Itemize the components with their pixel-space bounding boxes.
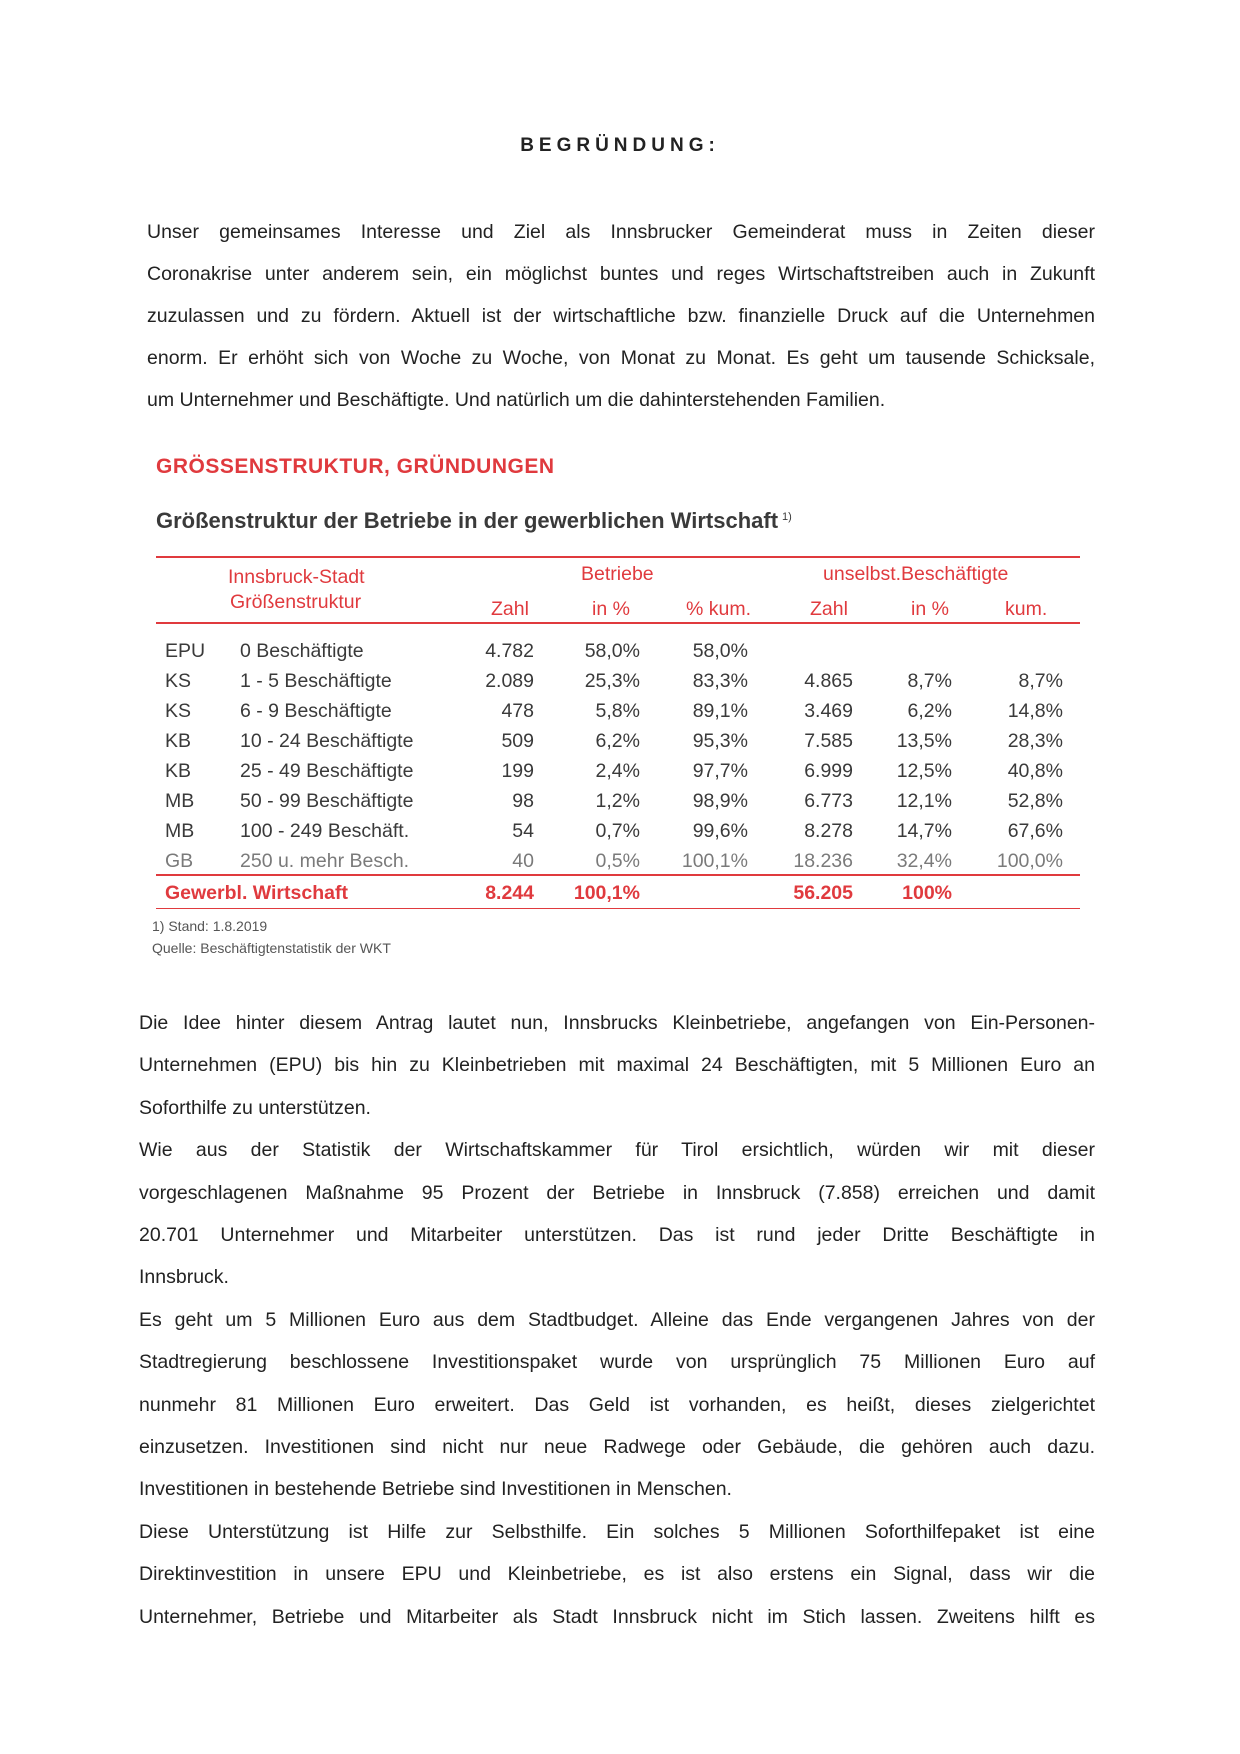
cell-class: MB xyxy=(165,790,195,812)
cell-b-kum: 40,8% xyxy=(1007,760,1063,782)
intro-line: Coronakrise unter anderem sein, ein möglichst buntes und reges Wirtschaftstreiben auch in Zukunft xyxy=(147,263,1095,285)
cell-pct: 0,7% xyxy=(595,820,640,842)
cell-b-zahl: 6.999 xyxy=(804,760,853,782)
footnote-quelle: Quelle: Beschäftigtenstatistik der WKT xyxy=(152,940,391,956)
cell-size: 0 Beschäftigte xyxy=(240,640,364,662)
cell-b-pct: 12,5% xyxy=(896,760,952,782)
cell-pct: 1,2% xyxy=(595,790,640,812)
table-header-rule xyxy=(156,622,1080,624)
table-title-footnote: 1) xyxy=(782,510,792,523)
cell-b-zahl: 3.469 xyxy=(804,700,853,722)
cell-kum: 100,1% xyxy=(681,850,748,872)
cell-kum: 97,7% xyxy=(692,760,748,782)
cell-zahl: 478 xyxy=(501,700,534,722)
total-zahl: 8.244 xyxy=(485,882,534,904)
header-col-in-pct2: in % xyxy=(911,598,949,620)
cell-kum: 58,0% xyxy=(692,640,748,662)
cell-b-pct: 6,2% xyxy=(907,700,952,722)
cell-class: EPU xyxy=(165,640,206,662)
body-line: Diese Unterstützung ist Hilfe zur Selbsthilfe. Ein solches 5 Millionen Soforthilfepaket ist eine xyxy=(139,1520,1095,1543)
cell-size: 6 - 9 Beschäftigte xyxy=(240,700,392,722)
section-title: GRÖSSENSTRUKTUR, GRÜNDUNGEN xyxy=(156,455,555,478)
cell-b-zahl: 7.585 xyxy=(804,730,853,752)
cell-zahl: 2.089 xyxy=(485,670,534,692)
body-line: Investitionen in bestehende Betriebe sind Investitionen in Menschen. xyxy=(139,1478,732,1501)
cell-b-zahl: 4.865 xyxy=(804,670,853,692)
cell-b-kum: 8,7% xyxy=(1018,670,1063,692)
cell-size: 10 - 24 Beschäftigte xyxy=(240,730,414,752)
cell-class: KB xyxy=(165,730,192,752)
body-line: vorgeschlagenen Maßnahme 95 Prozent der Betriebe in Innsbruck (7.858) erreichen und damit xyxy=(139,1181,1095,1204)
intro-line: enorm. Er erhöht sich von Woche zu Woche, von Monat zu Monat. Es geht um tausende Schicksale, xyxy=(147,347,1095,369)
cell-pct: 2,4% xyxy=(595,760,640,782)
table-total-rule xyxy=(156,874,1080,876)
header-col-zahl: Zahl xyxy=(491,598,529,620)
header-col-zahl2: Zahl xyxy=(810,598,848,620)
cell-pct: 0,5% xyxy=(595,850,640,872)
cell-kum: 98,9% xyxy=(692,790,748,812)
total-b-zahl: 56.205 xyxy=(793,882,853,904)
cell-class: KB xyxy=(165,760,192,782)
cell-b-kum: 67,6% xyxy=(1007,820,1063,842)
cell-zahl: 4.782 xyxy=(485,640,534,662)
cell-kum: 95,3% xyxy=(692,730,748,752)
cell-b-pct: 14,7% xyxy=(896,820,952,842)
table-title-text: Größenstruktur der Betriebe in der gewerblichen Wirtschaft xyxy=(156,508,779,533)
body-line: nunmehr 81 Millionen Euro erweitert. Das Geld ist vorhanden, es heißt, dieses zielgerichtet xyxy=(139,1393,1095,1416)
header-col-pct-kum: % kum. xyxy=(686,598,752,620)
cell-size: 1 - 5 Beschäftigte xyxy=(240,670,392,692)
cell-pct: 6,2% xyxy=(595,730,640,752)
body-line: Unternehmen (EPU) bis hin zu Kleinbetrieben mit maximal 24 Beschäftigten, mit 5 Millionen Euro an xyxy=(139,1054,1095,1077)
table-end-rule xyxy=(156,908,1080,909)
cell-zahl: 98 xyxy=(512,790,534,812)
cell-b-kum: 28,3% xyxy=(1007,730,1063,752)
page-heading: BEGRÜNDUNG: xyxy=(520,135,720,156)
body-line: einzusetzen. Investitionen sind nicht nur neue Radwege oder Gebäude, die gehören auch dazu. xyxy=(139,1436,1095,1459)
intro-line: Unser gemeinsames Interesse und Ziel als Innsbrucker Gemeinderat muss in Zeiten dieser xyxy=(147,221,1095,243)
cell-b-pct: 12,1% xyxy=(896,790,952,812)
header-col-in-pct: in % xyxy=(592,598,630,620)
cell-pct: 5,8% xyxy=(595,700,640,722)
cell-b-kum: 14,8% xyxy=(1007,700,1063,722)
cell-kum: 99,6% xyxy=(692,820,748,842)
cell-b-kum: 100,0% xyxy=(996,850,1063,872)
header-group-beschaeftigte: unselbst.Beschäftigte xyxy=(823,563,1009,585)
body-line: 20.701 Unternehmer und Mitarbeiter unterstützen. Das ist rund jeder Dritte Beschäftigte in xyxy=(139,1224,1095,1247)
header-region-2: Größenstruktur xyxy=(230,591,362,613)
body-line: Stadtregierung beschlossene Investitionspaket wurde von ursprünglich 75 Millionen Euro auf xyxy=(139,1351,1095,1374)
body-line: Direktinvestition in unsere EPU und Kleinbetriebe, es ist also erstens ein Signal, dass wir die xyxy=(139,1563,1095,1586)
cell-b-zahl: 8.278 xyxy=(804,820,853,842)
cell-kum: 83,3% xyxy=(692,670,748,692)
cell-kum: 89,1% xyxy=(692,700,748,722)
total-pct: 100,1% xyxy=(573,882,640,904)
header-group-betriebe: Betriebe xyxy=(581,563,654,585)
intro-line: zuzulassen und zu fördern. Aktuell ist der wirtschaftliche bzw. finanzielle Druck auf die Unternehmen xyxy=(147,305,1095,327)
body-line: Innsbruck. xyxy=(139,1266,229,1289)
body-line: Wie aus der Statistik der Wirtschaftskammer für Tirol ersichtlich, würden wir mit dieser xyxy=(139,1139,1095,1162)
intro-paragraph xyxy=(147,211,1095,421)
cell-b-pct: 32,4% xyxy=(896,850,952,872)
cell-b-zahl: 6.773 xyxy=(804,790,853,812)
cell-b-zahl: 18.236 xyxy=(793,850,853,872)
cell-pct: 58,0% xyxy=(584,640,640,662)
table-top-rule xyxy=(156,556,1080,558)
body-text xyxy=(139,1002,1095,1638)
cell-class: GB xyxy=(165,850,194,872)
cell-size: 50 - 99 Beschäftigte xyxy=(240,790,414,812)
body-line: Soforthilfe zu unterstützen. xyxy=(139,1096,371,1119)
cell-size: 25 - 49 Beschäftigte xyxy=(240,760,414,782)
footnote-stand: 1) Stand: 1.8.2019 xyxy=(152,918,268,934)
total-b-pct: 100% xyxy=(902,882,952,904)
cell-zahl: 509 xyxy=(501,730,534,752)
cell-b-pct: 8,7% xyxy=(907,670,952,692)
intro-line: um Unternehmer und Beschäftigte. Und natürlich um die dahinterstehenden Familien. xyxy=(147,389,886,411)
cell-pct: 25,3% xyxy=(584,670,640,692)
cell-zahl: 199 xyxy=(501,760,534,782)
table-title xyxy=(156,508,792,534)
body-line: Die Idee hinter diesem Antrag lautet nun, Innsbrucks Kleinbetriebe, angefangen von Ein-Personen- xyxy=(139,1012,1095,1034)
body-line: Unternehmer, Betriebe und Mitarbeiter als Stadt Innsbruck nicht im Stich lassen. Zweitens hilft es xyxy=(139,1605,1095,1628)
cell-class: KS xyxy=(165,700,192,722)
cell-zahl: 40 xyxy=(512,850,534,872)
cell-zahl: 54 xyxy=(512,820,534,842)
cell-size: 250 u. mehr Besch. xyxy=(240,850,410,872)
cell-class: KS xyxy=(165,670,192,692)
body-line: Es geht um 5 Millionen Euro aus dem Stadtbudget. Alleine das Ende vergangenen Jahres von der xyxy=(139,1308,1095,1331)
cell-b-kum: 52,8% xyxy=(1007,790,1063,812)
header-region: Innsbruck-Stadt xyxy=(228,566,365,588)
total-label: Gewerbl. Wirtschaft xyxy=(165,882,348,904)
cell-size: 100 - 249 Beschäft. xyxy=(240,820,410,842)
header-col-kum2: kum. xyxy=(1005,598,1048,620)
cell-b-pct: 13,5% xyxy=(896,730,952,752)
cell-class: MB xyxy=(165,820,195,842)
